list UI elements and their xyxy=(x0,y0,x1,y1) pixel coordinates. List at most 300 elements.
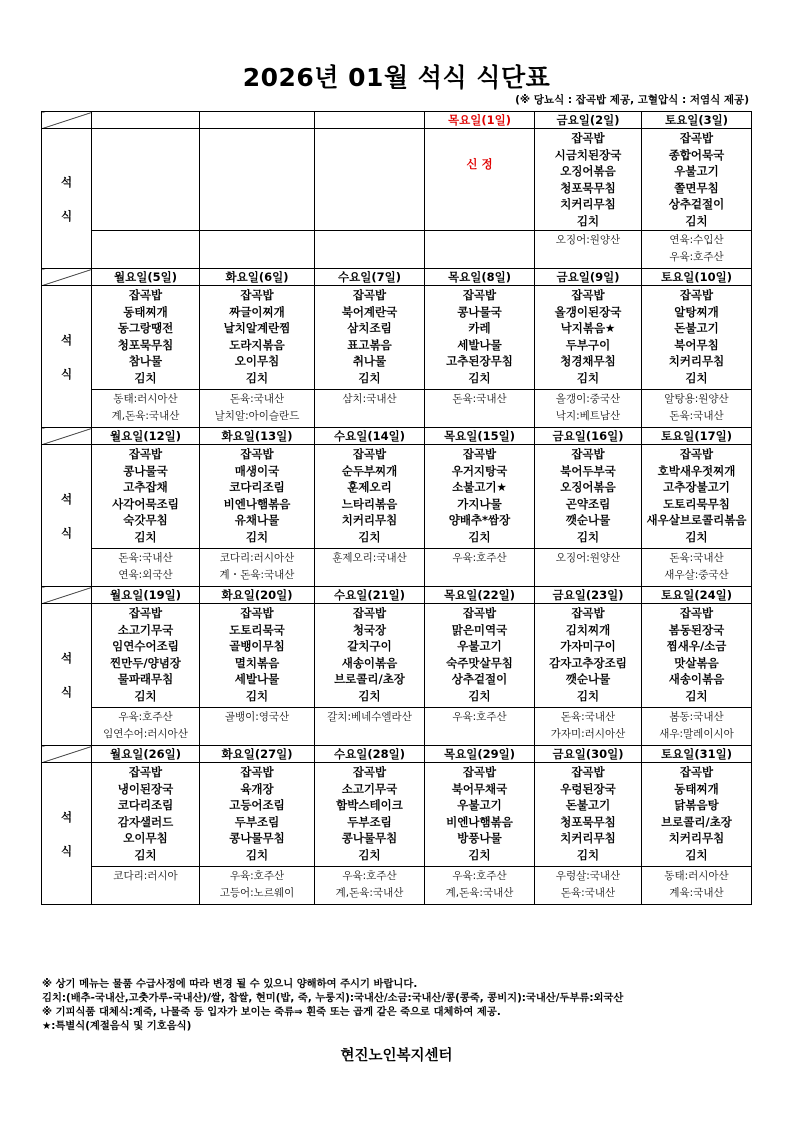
day-header: 수요일(14일) xyxy=(315,428,425,445)
menu-cell xyxy=(425,604,535,708)
menu-item: 잡곡밥 xyxy=(679,606,714,620)
day-header: 토요일(10일) xyxy=(642,269,752,286)
day-header: 금요일(2일) xyxy=(535,112,642,129)
day-header: 토요일(31일) xyxy=(642,746,752,763)
menu-item: 소불고기★ xyxy=(452,480,507,495)
menu-cell xyxy=(200,763,315,867)
day-header: 수요일(28일) xyxy=(315,746,425,763)
menu-item: 청포묵무침 xyxy=(117,337,174,352)
origin-cell xyxy=(642,867,752,905)
menu-item: 취나물 xyxy=(352,354,387,369)
menu-item: 김치 xyxy=(685,370,708,385)
day-header xyxy=(92,112,200,129)
origin-line: 새우:말레이시아 xyxy=(659,728,734,740)
day-header: 금요일(30일) xyxy=(535,746,642,763)
menu-item: 청경채무침 xyxy=(560,354,616,369)
origin-line: 계,돈육:국내산 xyxy=(111,410,180,422)
menu-item: 잡곡밥 xyxy=(128,447,163,461)
menu-item: 호박새우젓찌개 xyxy=(657,463,736,478)
day-header: 목요일(22일) xyxy=(425,587,535,604)
origin-line: 날치알:아이슬란드 xyxy=(214,410,300,422)
corner-cell xyxy=(42,428,92,445)
menu-cell xyxy=(425,286,535,390)
menu-item: 김치 xyxy=(576,213,600,228)
menu-cell xyxy=(535,445,642,549)
menu-item: 동그랑땡전 xyxy=(117,321,174,336)
menu-item: 잡곡밥 xyxy=(128,765,163,779)
origin-cell xyxy=(535,231,642,269)
menu-item: 곤약조림 xyxy=(565,496,611,511)
menu-item: 날치알계란찜 xyxy=(223,321,291,336)
origin-line: 새우살:중국산 xyxy=(664,569,729,581)
menu-item: 고추잡채 xyxy=(123,480,168,495)
menu-cell xyxy=(535,129,642,231)
origin-line: 골뱅이:영국산 xyxy=(224,711,290,723)
origin-cell xyxy=(535,549,642,587)
origin-cell xyxy=(642,231,752,269)
menu-item: 도토리묵국 xyxy=(229,622,285,637)
meal-label-char: 석 xyxy=(60,491,73,506)
menu-item: 김치 xyxy=(685,213,708,228)
origin-cell xyxy=(315,708,425,746)
menu-item: 치커리무침 xyxy=(668,831,725,846)
menu-item: 우불고기 xyxy=(457,798,502,813)
meal-label xyxy=(42,445,92,587)
menu-cell xyxy=(315,445,425,549)
menu-item: 가자미구이 xyxy=(560,639,616,654)
menu-item: 북어무채국 xyxy=(451,781,508,796)
origin-line: 돈육:국내산 xyxy=(560,887,616,899)
menu-item: 잡곡밥 xyxy=(240,765,274,779)
origin-line: 돈육:국내산 xyxy=(118,552,173,564)
menu-item: 고추장불고기 xyxy=(663,480,730,495)
center-name: 현진노인복지센터 xyxy=(340,1048,453,1064)
origin-line: 동태:러시아산 xyxy=(113,393,178,405)
menu-item: 닭볶음탕 xyxy=(674,798,719,813)
corner-cell xyxy=(42,587,92,604)
origin-cell xyxy=(315,867,425,905)
menu-item: 오징어볶음 xyxy=(560,164,616,179)
menu-item: 코다리조림 xyxy=(117,798,174,813)
origin-cell xyxy=(425,231,535,269)
menu-item: 김치 xyxy=(576,529,600,544)
menu-item: 잡곡밥 xyxy=(128,288,163,302)
menu-item: 김치 xyxy=(358,370,381,385)
day-header: 월요일(19일) xyxy=(92,587,200,604)
menu-item: 알탕찌개 xyxy=(674,304,719,319)
menu-cell xyxy=(200,286,315,390)
menu-item: 오이무침 xyxy=(234,354,280,369)
meal-label-char: 식 xyxy=(60,843,73,858)
corner-cell xyxy=(42,112,92,129)
meal-label-char: 식 xyxy=(60,208,73,223)
menu-item: 돈불고기 xyxy=(674,321,719,336)
origin-line xyxy=(92,885,199,902)
origin-line xyxy=(425,408,534,425)
menu-item: 잡곡밥 xyxy=(240,447,274,461)
menu-item: 쫄면무침 xyxy=(674,180,719,195)
meal-label-char: 석 xyxy=(60,332,73,347)
menu-item: 짜글이찌개 xyxy=(229,304,285,319)
menu-item: 김치 xyxy=(245,529,269,544)
menu-item: 우불고기 xyxy=(674,164,719,179)
menu-item: 골뱅이무침 xyxy=(229,639,285,654)
menu-item: 김치 xyxy=(468,529,491,544)
menu-item: 잡곡밥 xyxy=(571,131,605,145)
menu-item: 새우살브로콜리볶음 xyxy=(646,513,747,528)
menu-item: 숙갓무침 xyxy=(123,513,168,528)
origin-cell xyxy=(642,549,752,587)
menu-item: 김치 xyxy=(468,688,491,703)
origin-line: 우육:호주산 xyxy=(669,251,724,263)
page-title: 2026년 01월 석식 식단표 xyxy=(242,63,551,92)
menu-item: 훈제오리 xyxy=(347,480,392,495)
origin-cell xyxy=(315,231,425,269)
menu-item: 치커리무침 xyxy=(560,197,616,212)
origin-line: 코다리:러시아 xyxy=(113,870,178,882)
menu-item: 도토리묵무침 xyxy=(663,496,730,511)
week-header-row xyxy=(42,428,752,445)
menu-item: 봄동된장국 xyxy=(668,622,725,637)
week-header-row xyxy=(42,746,752,763)
menu-item: 치커리무침 xyxy=(668,354,725,369)
day-header: 화요일(27일) xyxy=(200,746,315,763)
origin-line: 가자미:러시아산 xyxy=(550,728,626,740)
menu-item: 두부조림 xyxy=(347,814,392,829)
menu-item: 동태찌개 xyxy=(674,781,719,796)
menu-item: 맑은미역국 xyxy=(451,622,508,637)
menu-item: 물파래무침 xyxy=(117,672,174,687)
menu-item: 맛살볶음 xyxy=(674,655,719,670)
menu-item: 우불고기 xyxy=(457,639,502,654)
menu-item: 상추겉절이 xyxy=(668,197,725,212)
menu-item: 돈불고기 xyxy=(565,798,611,813)
week-menu-row xyxy=(42,763,752,867)
menu-item: 우거지탕국 xyxy=(451,463,508,478)
origin-line: 임연수어:러시아산 xyxy=(103,728,188,740)
day-header: 목요일(29일) xyxy=(425,746,535,763)
menu-cell xyxy=(200,445,315,549)
note-line: ★:특별식(계절음식 및 기호음식) xyxy=(42,1020,192,1032)
menu-cell xyxy=(425,763,535,867)
day-header: 월요일(26일) xyxy=(92,746,200,763)
day-header: 목요일(1일) xyxy=(425,112,535,129)
origin-line: 돈육:국내산 xyxy=(452,393,507,405)
origin-line: 우렁살:국내산 xyxy=(555,870,621,882)
menu-item: 함박스테이크 xyxy=(336,798,403,813)
menu-cell xyxy=(92,129,200,231)
meal-label-char: 식 xyxy=(60,366,73,381)
menu-item: 잡곡밥 xyxy=(462,606,497,620)
week-menu-row xyxy=(42,129,752,231)
menu-item: 참나물 xyxy=(128,354,163,369)
menu-item: 냉이된장국 xyxy=(117,781,174,796)
menu-item: 오이무침 xyxy=(123,831,168,846)
origin-cell xyxy=(535,708,642,746)
meal-label xyxy=(42,763,92,905)
menu-item: 방풍나물 xyxy=(457,831,502,846)
corner-cell xyxy=(42,746,92,763)
origin-line: 오징어:원양산 xyxy=(555,552,621,564)
menu-item: 멸치볶음 xyxy=(234,655,280,670)
origin-cell xyxy=(200,549,315,587)
menu-item: 순두부찌개 xyxy=(341,463,398,478)
meal-label-char: 석 xyxy=(60,809,73,824)
menu-item: 잡곡밥 xyxy=(462,288,497,302)
origin-line: 돈육:국내산 xyxy=(560,711,616,723)
menu-item: 표고볶음 xyxy=(347,337,392,352)
menu-item: 상추겉절이 xyxy=(451,672,508,687)
origin-cell xyxy=(200,867,315,905)
menu-item: 김치 xyxy=(358,529,381,544)
menu-cell xyxy=(642,445,752,549)
menu-item: 잡곡밥 xyxy=(571,447,605,461)
menu-item: 갈치구이 xyxy=(347,639,392,654)
menu-item: 잡곡밥 xyxy=(571,288,605,302)
menu-item: 치커리무침 xyxy=(560,831,616,846)
menu-cell xyxy=(535,763,642,867)
day-header xyxy=(315,112,425,129)
menu-item: 소고기무국 xyxy=(117,622,174,637)
meal-label xyxy=(42,129,92,269)
menu-item: 북어무침 xyxy=(674,337,719,352)
origin-line: 코다리:러시아산 xyxy=(219,552,295,564)
menu-item: 잡곡밥 xyxy=(240,288,274,302)
origin-line: 훈제오리:국내산 xyxy=(332,552,407,564)
menu-item: 낙지볶음★ xyxy=(560,321,616,336)
day-header: 금요일(23일) xyxy=(535,587,642,604)
menu-cell xyxy=(535,604,642,708)
note-line: ※ 기피식품 대체식:계죽, 나물죽 등 입자가 보이는 죽류⇒ 흰죽 또는 곱게 같은 죽으로 대체하여 제공. xyxy=(42,1006,501,1018)
menu-item: 깻순나물 xyxy=(565,513,611,528)
menu-item: 올갱이된장국 xyxy=(554,304,622,319)
origin-line: 돈육:국내산 xyxy=(669,552,724,564)
menu-item: 김치 xyxy=(358,688,381,703)
origin-line: 오징어:원양산 xyxy=(555,234,621,246)
origin-line xyxy=(315,408,424,425)
menu-cell xyxy=(315,604,425,708)
menu-item: 소고기무국 xyxy=(341,781,398,796)
menu-item: 잡곡밥 xyxy=(679,131,714,145)
origin-line: 알탕용:원양산 xyxy=(664,393,729,405)
menu-cell xyxy=(200,129,315,231)
menu-item: 김치 xyxy=(245,847,269,862)
day-header: 월요일(5일) xyxy=(92,269,200,286)
menu-item: 김치 xyxy=(576,370,600,385)
origin-line: 올갱이:중국산 xyxy=(555,393,621,405)
menu-item: 잡곡밥 xyxy=(462,765,497,779)
note-line: ※ 상기 메뉴는 물품 수급사정에 따라 변경 될 수 있으니 양해하여 주시기 바랍니다. xyxy=(42,978,418,990)
meal-label-char: 식 xyxy=(60,684,73,699)
menu-item: 잡곡밥 xyxy=(571,606,605,620)
day-header: 토요일(24일) xyxy=(642,587,752,604)
menu-item: 김치 xyxy=(576,688,600,703)
menu-cell xyxy=(92,604,200,708)
menu-cell xyxy=(425,445,535,549)
menu-item: 우렁된장국 xyxy=(560,781,616,796)
origin-cell xyxy=(92,549,200,587)
day-header: 금요일(16일) xyxy=(535,428,642,445)
menu-table xyxy=(41,111,752,905)
day-header xyxy=(200,112,315,129)
origin-line: 돈육:국내산 xyxy=(229,393,285,405)
origin-line: 연육:수입산 xyxy=(669,234,724,246)
origin-cell xyxy=(315,390,425,428)
origin-cell xyxy=(200,231,315,269)
origin-cell xyxy=(425,390,535,428)
origin-line xyxy=(535,567,641,584)
menu-item: 잡곡밥 xyxy=(571,765,605,779)
menu-item: 도라지볶음 xyxy=(229,337,285,352)
menu-item: 김치 xyxy=(576,847,600,862)
diet-note: (※ 당뇨식 : 잡곡밥 제공, 고혈압식 : 저염식 제공) xyxy=(515,94,749,106)
day-header: 화요일(13일) xyxy=(200,428,315,445)
origin-cell xyxy=(535,390,642,428)
menu-item: 삼치조림 xyxy=(347,321,392,336)
week-origin-row xyxy=(42,867,752,905)
week-menu-row xyxy=(42,286,752,390)
week-origin-row xyxy=(42,231,752,269)
origin-cell xyxy=(425,867,535,905)
menu-item: 콩나물무침 xyxy=(341,831,398,846)
origin-cell xyxy=(92,231,200,269)
menu-cell xyxy=(200,604,315,708)
menu-item: 매생이국 xyxy=(234,463,280,478)
week-origin-row xyxy=(42,390,752,428)
week-menu-row xyxy=(42,604,752,708)
menu-item: 느타리볶음 xyxy=(341,496,398,511)
menu-item: 양배추*쌈장 xyxy=(448,513,511,528)
holiday-label: 신 정 xyxy=(466,157,493,171)
menu-item: 잡곡밥 xyxy=(352,447,387,461)
menu-item: 청국장 xyxy=(352,622,387,637)
day-header: 수요일(7일) xyxy=(315,269,425,286)
menu-item: 잡곡밥 xyxy=(240,606,274,620)
menu-item: 김치 xyxy=(685,529,708,544)
origin-line: 우육:호주산 xyxy=(452,711,507,723)
menu-item: 김치 xyxy=(134,370,157,385)
menu-item: 잡곡밥 xyxy=(352,765,387,779)
menu-item: 사각어묵조림 xyxy=(112,496,179,511)
menu-cell xyxy=(425,129,535,231)
meal-label-char: 석 xyxy=(60,650,73,665)
origin-cell xyxy=(642,390,752,428)
menu-item: 치커리무침 xyxy=(341,513,398,528)
menu-item: 감자샐러드 xyxy=(117,814,174,829)
menu-item: 청포묵무침 xyxy=(560,814,616,829)
origin-cell xyxy=(92,708,200,746)
origin-line: 연육:외국산 xyxy=(118,569,173,581)
menu-item: 콩나물국 xyxy=(457,304,502,319)
menu-item: 잡곡밥 xyxy=(352,606,387,620)
menu-item: 김치 xyxy=(245,370,269,385)
origin-line: 동태:러시아산 xyxy=(664,870,729,882)
menu-item: 김치 xyxy=(134,688,157,703)
menu-item: 청포묵무침 xyxy=(560,180,616,195)
origin-line xyxy=(200,726,314,743)
origin-line: 우육:호주산 xyxy=(229,870,285,882)
origin-line: 우육:호주산 xyxy=(342,870,397,882)
menu-item: 브로콜리/초장 xyxy=(661,814,732,829)
week-header-row xyxy=(42,587,752,604)
menu-item: 찐만두/양념장 xyxy=(110,655,181,670)
menu-item: 코다리조림 xyxy=(229,480,285,495)
origin-line xyxy=(425,726,534,743)
day-header: 화요일(6일) xyxy=(200,269,315,286)
menu-cell xyxy=(642,129,752,231)
week-origin-row xyxy=(42,549,752,587)
origin-line: 우육:호주산 xyxy=(452,552,507,564)
menu-item: 종합어묵국 xyxy=(668,147,725,162)
menu-item: 북어계란국 xyxy=(341,304,398,319)
origin-cell xyxy=(425,708,535,746)
week-header-row xyxy=(42,112,752,129)
menu-item: 김치 xyxy=(358,847,381,862)
origin-line xyxy=(425,567,534,584)
menu-item: 고등어조림 xyxy=(229,798,285,813)
day-header: 월요일(12일) xyxy=(92,428,200,445)
menu-cell xyxy=(315,129,425,231)
origin-line: 삼치:국내산 xyxy=(342,393,397,405)
origin-cell xyxy=(642,708,752,746)
menu-item: 감자고추장조림 xyxy=(549,655,627,670)
menu-cell xyxy=(92,445,200,549)
menu-item: 김치 xyxy=(134,847,157,862)
menu-item: 찜새우/소금 xyxy=(666,639,727,654)
menu-item: 두부조림 xyxy=(234,814,280,829)
meal-label-char: 석 xyxy=(60,174,73,189)
week-origin-row xyxy=(42,708,752,746)
menu-item: 오징어볶음 xyxy=(560,480,616,495)
origin-line xyxy=(315,726,424,743)
origin-line xyxy=(315,567,424,584)
menu-cell xyxy=(315,286,425,390)
menu-item: 육개장 xyxy=(240,781,274,796)
origin-cell xyxy=(535,867,642,905)
origin-line: 갈치:베네수엘라산 xyxy=(327,711,412,723)
menu-item: 김치찌개 xyxy=(565,622,611,637)
menu-cell xyxy=(315,763,425,867)
menu-item: 잡곡밥 xyxy=(462,447,497,461)
corner-cell xyxy=(42,269,92,286)
menu-item: 새송이볶음 xyxy=(668,672,725,687)
origin-cell xyxy=(92,867,200,905)
menu-item: 숙주맛살무침 xyxy=(446,655,513,670)
origin-cell xyxy=(200,708,315,746)
menu-item: 세발나물 xyxy=(234,672,280,687)
origin-line: 봄동:국내산 xyxy=(669,711,724,723)
menu-item: 김치 xyxy=(685,847,708,862)
menu-item: 세발나물 xyxy=(457,337,502,352)
day-header: 토요일(3일) xyxy=(642,112,752,129)
menu-item: 고추된장무침 xyxy=(446,354,513,369)
origin-line: 계・돈육:국내산 xyxy=(219,569,295,581)
week-menu-row xyxy=(42,445,752,549)
origin-cell xyxy=(92,390,200,428)
menu-item: 잡곡밥 xyxy=(679,447,714,461)
origin-line: 계,돈육:국내산 xyxy=(445,887,514,899)
menu-item: 깻순나물 xyxy=(565,672,611,687)
note-line: 김치:(배추-국내산,고춧가루-국내산)/쌀, 찹쌀, 현미(밥, 죽, 누룽지):국내산/소금:국내산/콩(콩죽, 콩비지):국내산/두부류:외국산 xyxy=(42,992,624,1004)
menu-cell xyxy=(92,763,200,867)
notes xyxy=(42,977,762,1033)
day-header: 화요일(20일) xyxy=(200,587,315,604)
menu-cell xyxy=(642,286,752,390)
origin-line: 고등어:노르웨이 xyxy=(219,887,295,899)
menu-item: 김치 xyxy=(134,529,157,544)
origin-cell xyxy=(315,549,425,587)
meal-label-char: 식 xyxy=(60,525,73,540)
